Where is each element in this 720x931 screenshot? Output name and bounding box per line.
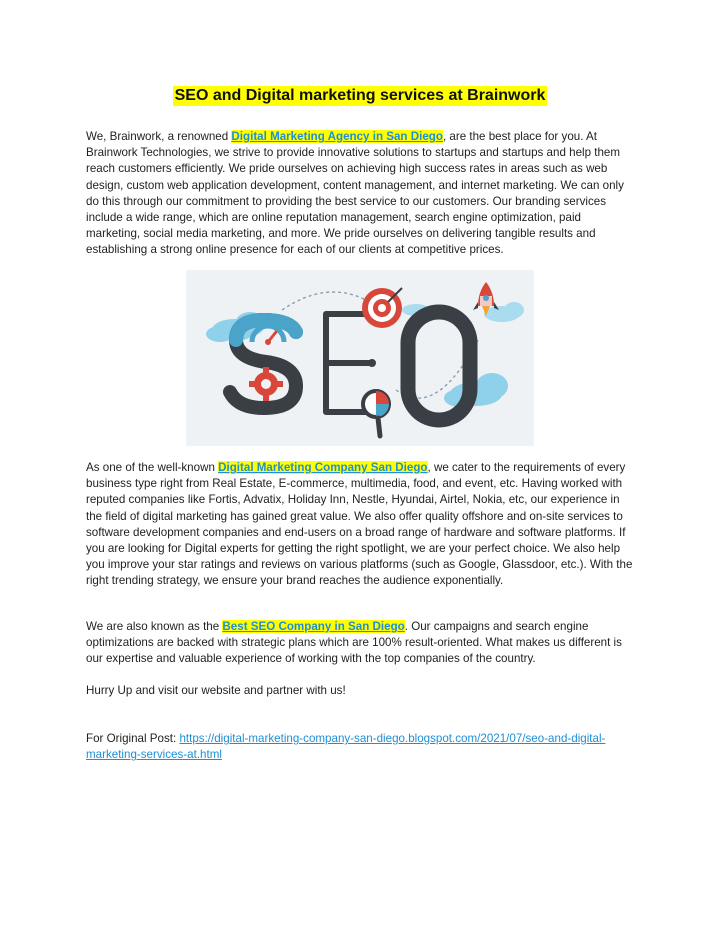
agency-link[interactable]: Digital Marketing Agency in San Diego (231, 130, 443, 143)
intro-text-after: , are the best place for you. At Brainwork Technologies, we strive to provide innovative solutions to startups and startups and help them reach customers efficiently. We pride ourselves on achieving high success rates in areas such as web design, custom web application development, content management, and internet marketing. We can only do this through our commitment to providing the best service to our customers. Our branding services include a wide range, which are online reputation management, search engine optimization, paid marketing, social media marketing, and more. We pride ourselves on delivering tangible results and establishing a strong online presence for each of our clients at competitive prices. (86, 130, 624, 257)
best-seo-link[interactable]: Best SEO Company in San Diego (222, 620, 405, 633)
seo-paragraph (86, 619, 638, 668)
seo-text-before: We are also known as the (86, 620, 223, 633)
cta-paragraph: Hurry Up and visit our website and partner with us! (86, 684, 346, 697)
seo-illustration (186, 270, 534, 446)
title-container (0, 86, 720, 106)
source-paragraph (86, 731, 638, 763)
intro-paragraph (86, 129, 638, 259)
services-text-after: , we cater to the requirements of every business type right from Real Estate, E-commerce, multimedia, food, and event, etc. Having worked with reputed companies like Fortis, Advatix, Holiday Inn, Nestle, Hyundai, Airtel, Nokia, etc, our experience in the field of digital marketing has gained great value. We also offer quality offshore and on-site services to software development companies and end-users on a broad range of hardware and software platforms. If you are looking for Digital experts for getting the right spotlight, we are your perfect choice. We also help you improve your star ratings and reviews on various platforms (such as Google, Glassdoor, etc.). With the right trending strategy, we ensure your brand reaches the audience exponentially. (86, 461, 633, 588)
document-title: SEO and Digital marketing services at Brainwork (174, 87, 546, 104)
intro-text-before: We, Brainwork, a renowned (86, 130, 232, 143)
gauge-icon (252, 326, 284, 345)
seo-text-after: . Our campaigns and search engine optimizations are backed with strategic plans which are 100% result-oriented. What makes us different is our expertise and valuable experience of working with the top companies of the country. (86, 620, 622, 666)
magnifier-icon (363, 391, 389, 436)
company-link[interactable]: Digital Marketing Company San Diego (218, 461, 428, 474)
source-label: For Original Post: (86, 732, 180, 745)
gear-icon (249, 367, 283, 401)
target-icon (362, 288, 402, 328)
services-paragraph (86, 460, 638, 590)
source-link[interactable]: https://digital-marketing-company-san-diego.blogspot.com/2021/07/seo-and-digital-marketing-services-at.html (86, 732, 606, 762)
services-text-before: As one of the well-known (86, 461, 219, 474)
